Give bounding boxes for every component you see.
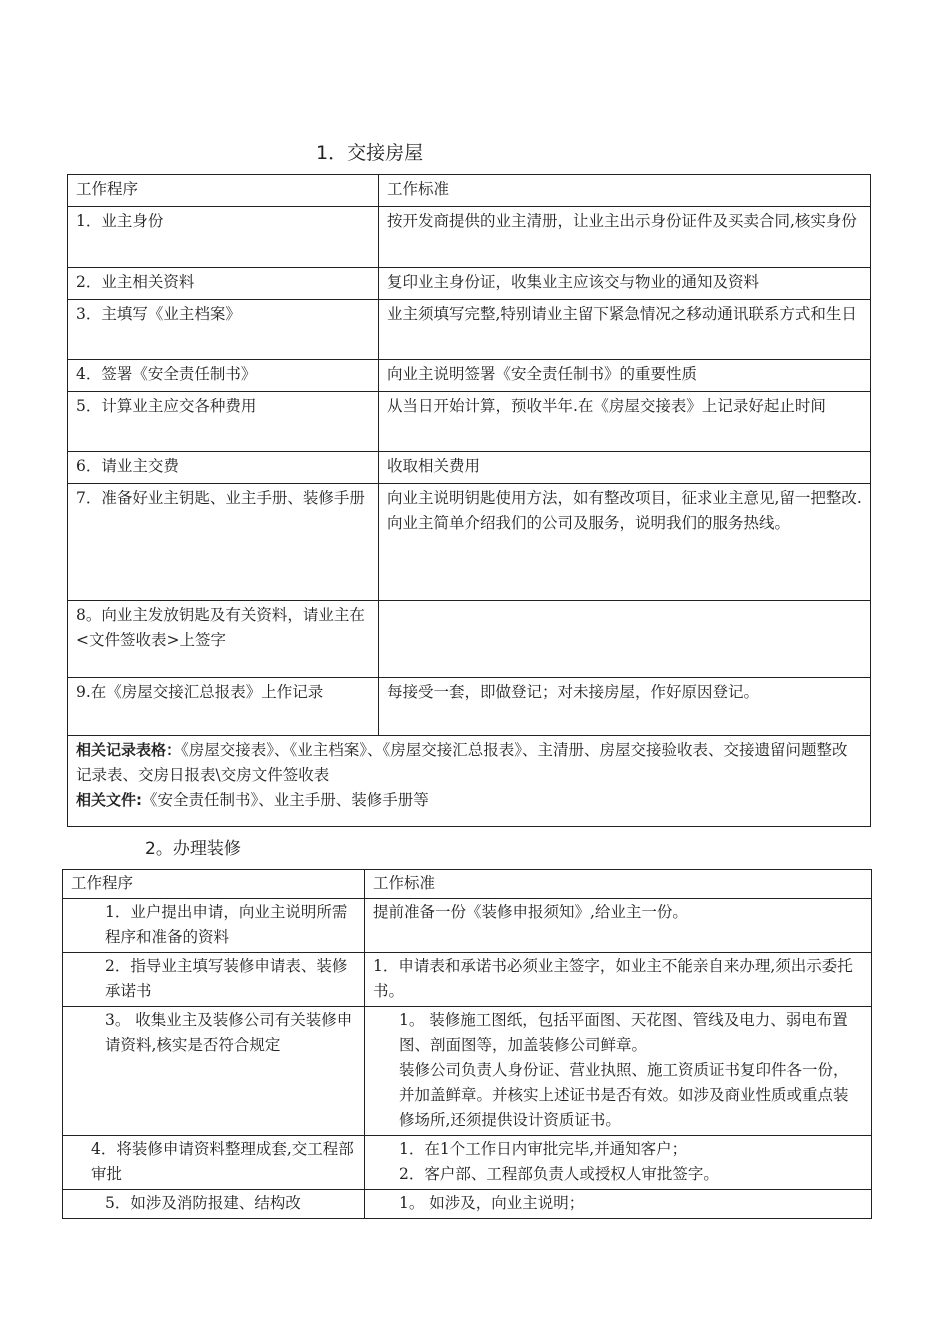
table-row [68, 360, 871, 392]
standard-line: 装修公司负责人身份证、营业执照、施工资质证书复印件各一份，并加盖鲜章。并核实上述证书是否有效。如涉及商业性质或重点装修场所,还须提供设计资质证书。 [399, 1061, 849, 1129]
standard-line: 2．客户部、工程部负责人或授权人审批签字。 [399, 1165, 719, 1183]
table-row [68, 678, 871, 736]
related-files-text: 《安全责任制书》、业主手册、装修手册等 [142, 791, 429, 809]
procedure-cell: 4．签署《安全责任制书》 [68, 360, 379, 392]
table-row [68, 392, 871, 452]
standard-cell: 复印业主身份证，收集业主应该交与物业的通知及资料 [379, 268, 871, 300]
related-files-label: 相关文件: [76, 791, 142, 809]
table-row [68, 300, 871, 360]
standard-cell: 按开发商提供的业主清册，让业主出示身份证件及买卖合同,核实身份 [379, 207, 871, 268]
table-row [68, 601, 871, 678]
standard-cell [379, 484, 871, 601]
standard-cell: 业主须填写完整,特别请业主留下紧急情况之移动通讯联系方式和生日 [379, 300, 871, 360]
standard-cell: 收取相关费用 [379, 452, 871, 484]
related-records [76, 738, 862, 788]
procedure-cell: 2．指导业主填写装修申请表、装修承诺书 [63, 953, 365, 1007]
procedure-cell: 2．业主相关资料 [68, 268, 379, 300]
header-standard: 工作标准 [379, 175, 871, 207]
header-standard: 工作标准 [365, 870, 872, 899]
procedure-cell: 6．请业主交费 [68, 452, 379, 484]
header-procedure: 工作程序 [68, 175, 379, 207]
procedure-cell: 5．如涉及消防报建、结构改 [63, 1190, 365, 1219]
procedure-cell: 3。 收集业主及装修公司有关装修申请资料,核实是否符合规定 [63, 1007, 365, 1136]
related-records-row [68, 736, 871, 827]
related-records-cell [68, 736, 871, 827]
table-row [63, 1190, 872, 1219]
header-procedure: 工作程序 [63, 870, 365, 899]
procedure-cell: 1．业主身份 [68, 207, 379, 268]
standard-line: 1。 装修施工图纸，包括平面图、天花图、管线及电力、弱电布置图、剖面图等，加盖装修公司鲜章。 [399, 1011, 848, 1054]
section1-title: 1．交接房屋 [316, 142, 424, 164]
table-header-row [63, 870, 872, 899]
standard-line: 向业主说明钥匙使用方法，如有整改项目，征求业主意见,留一把整改. [387, 489, 862, 507]
procedure-cell: 8。向业主发放钥匙及有关资料，请业主在<文件签收表>上签字 [68, 601, 379, 678]
related-files [76, 788, 862, 813]
standard-cell: 从当日开始计算，预收半年.在《房屋交接表》上记录好起止时间 [379, 392, 871, 452]
standard-cell [379, 601, 871, 678]
table-row [68, 484, 871, 601]
procedure-cell: 4．将装修申请资料整理成套,交工程部审批 [63, 1136, 365, 1190]
table-row [68, 452, 871, 484]
procedure-cell: 1．业户提出申请，向业主说明所需程序和准备的资料 [63, 899, 365, 953]
standard-cell: 向业主说明签署《安全责任制书》的重要性质 [379, 360, 871, 392]
standard-cell: 每接受一套，即做登记；对未接房屋，作好原因登记。 [379, 678, 871, 736]
procedure-cell: 5．计算业主应交各种费用 [68, 392, 379, 452]
table-header-row [68, 175, 871, 207]
table-row [63, 953, 872, 1007]
related-records-label: 相关记录表格： [76, 741, 182, 759]
standard-cell: 提前准备一份《装修申报须知》,给业主一份。 [365, 899, 872, 953]
table-row [68, 268, 871, 300]
standard-cell: 1．申请表和承诺书必须业主签字，如业主不能亲自来办理,须出示委托书。 [365, 953, 872, 1007]
handover-table [67, 174, 871, 827]
related-records-text: 《房屋交接表》、《业主档案》、《房屋交接汇总报表》、主清册、房屋交接验收表、交接遗留问题整改记录表、交房日报表\交房文件签收表 [76, 741, 848, 784]
section2-title: 2。办理装修 [145, 839, 241, 859]
standard-line: 向业主简单介绍我们的公司及服务，说明我们的服务热线。 [387, 514, 791, 532]
standard-cell [365, 1007, 872, 1136]
table-row [63, 1007, 872, 1136]
table-row [63, 899, 872, 953]
standard-cell [365, 1136, 872, 1190]
table-row [68, 207, 871, 268]
standard-cell: 1。 如涉及，向业主说明； [365, 1190, 872, 1219]
procedure-cell: 7．准备好业主钥匙、业主手册、装修手册 [68, 484, 379, 601]
standard-line: 1．在1个工作日内审批完毕,并通知客户； [399, 1140, 688, 1158]
procedure-cell: 3．主填写《业主档案》 [68, 300, 379, 360]
procedure-cell: 9.在《房屋交接汇总报表》上作记录 [68, 678, 379, 736]
table-row [63, 1136, 872, 1190]
renovation-table [62, 869, 872, 1219]
